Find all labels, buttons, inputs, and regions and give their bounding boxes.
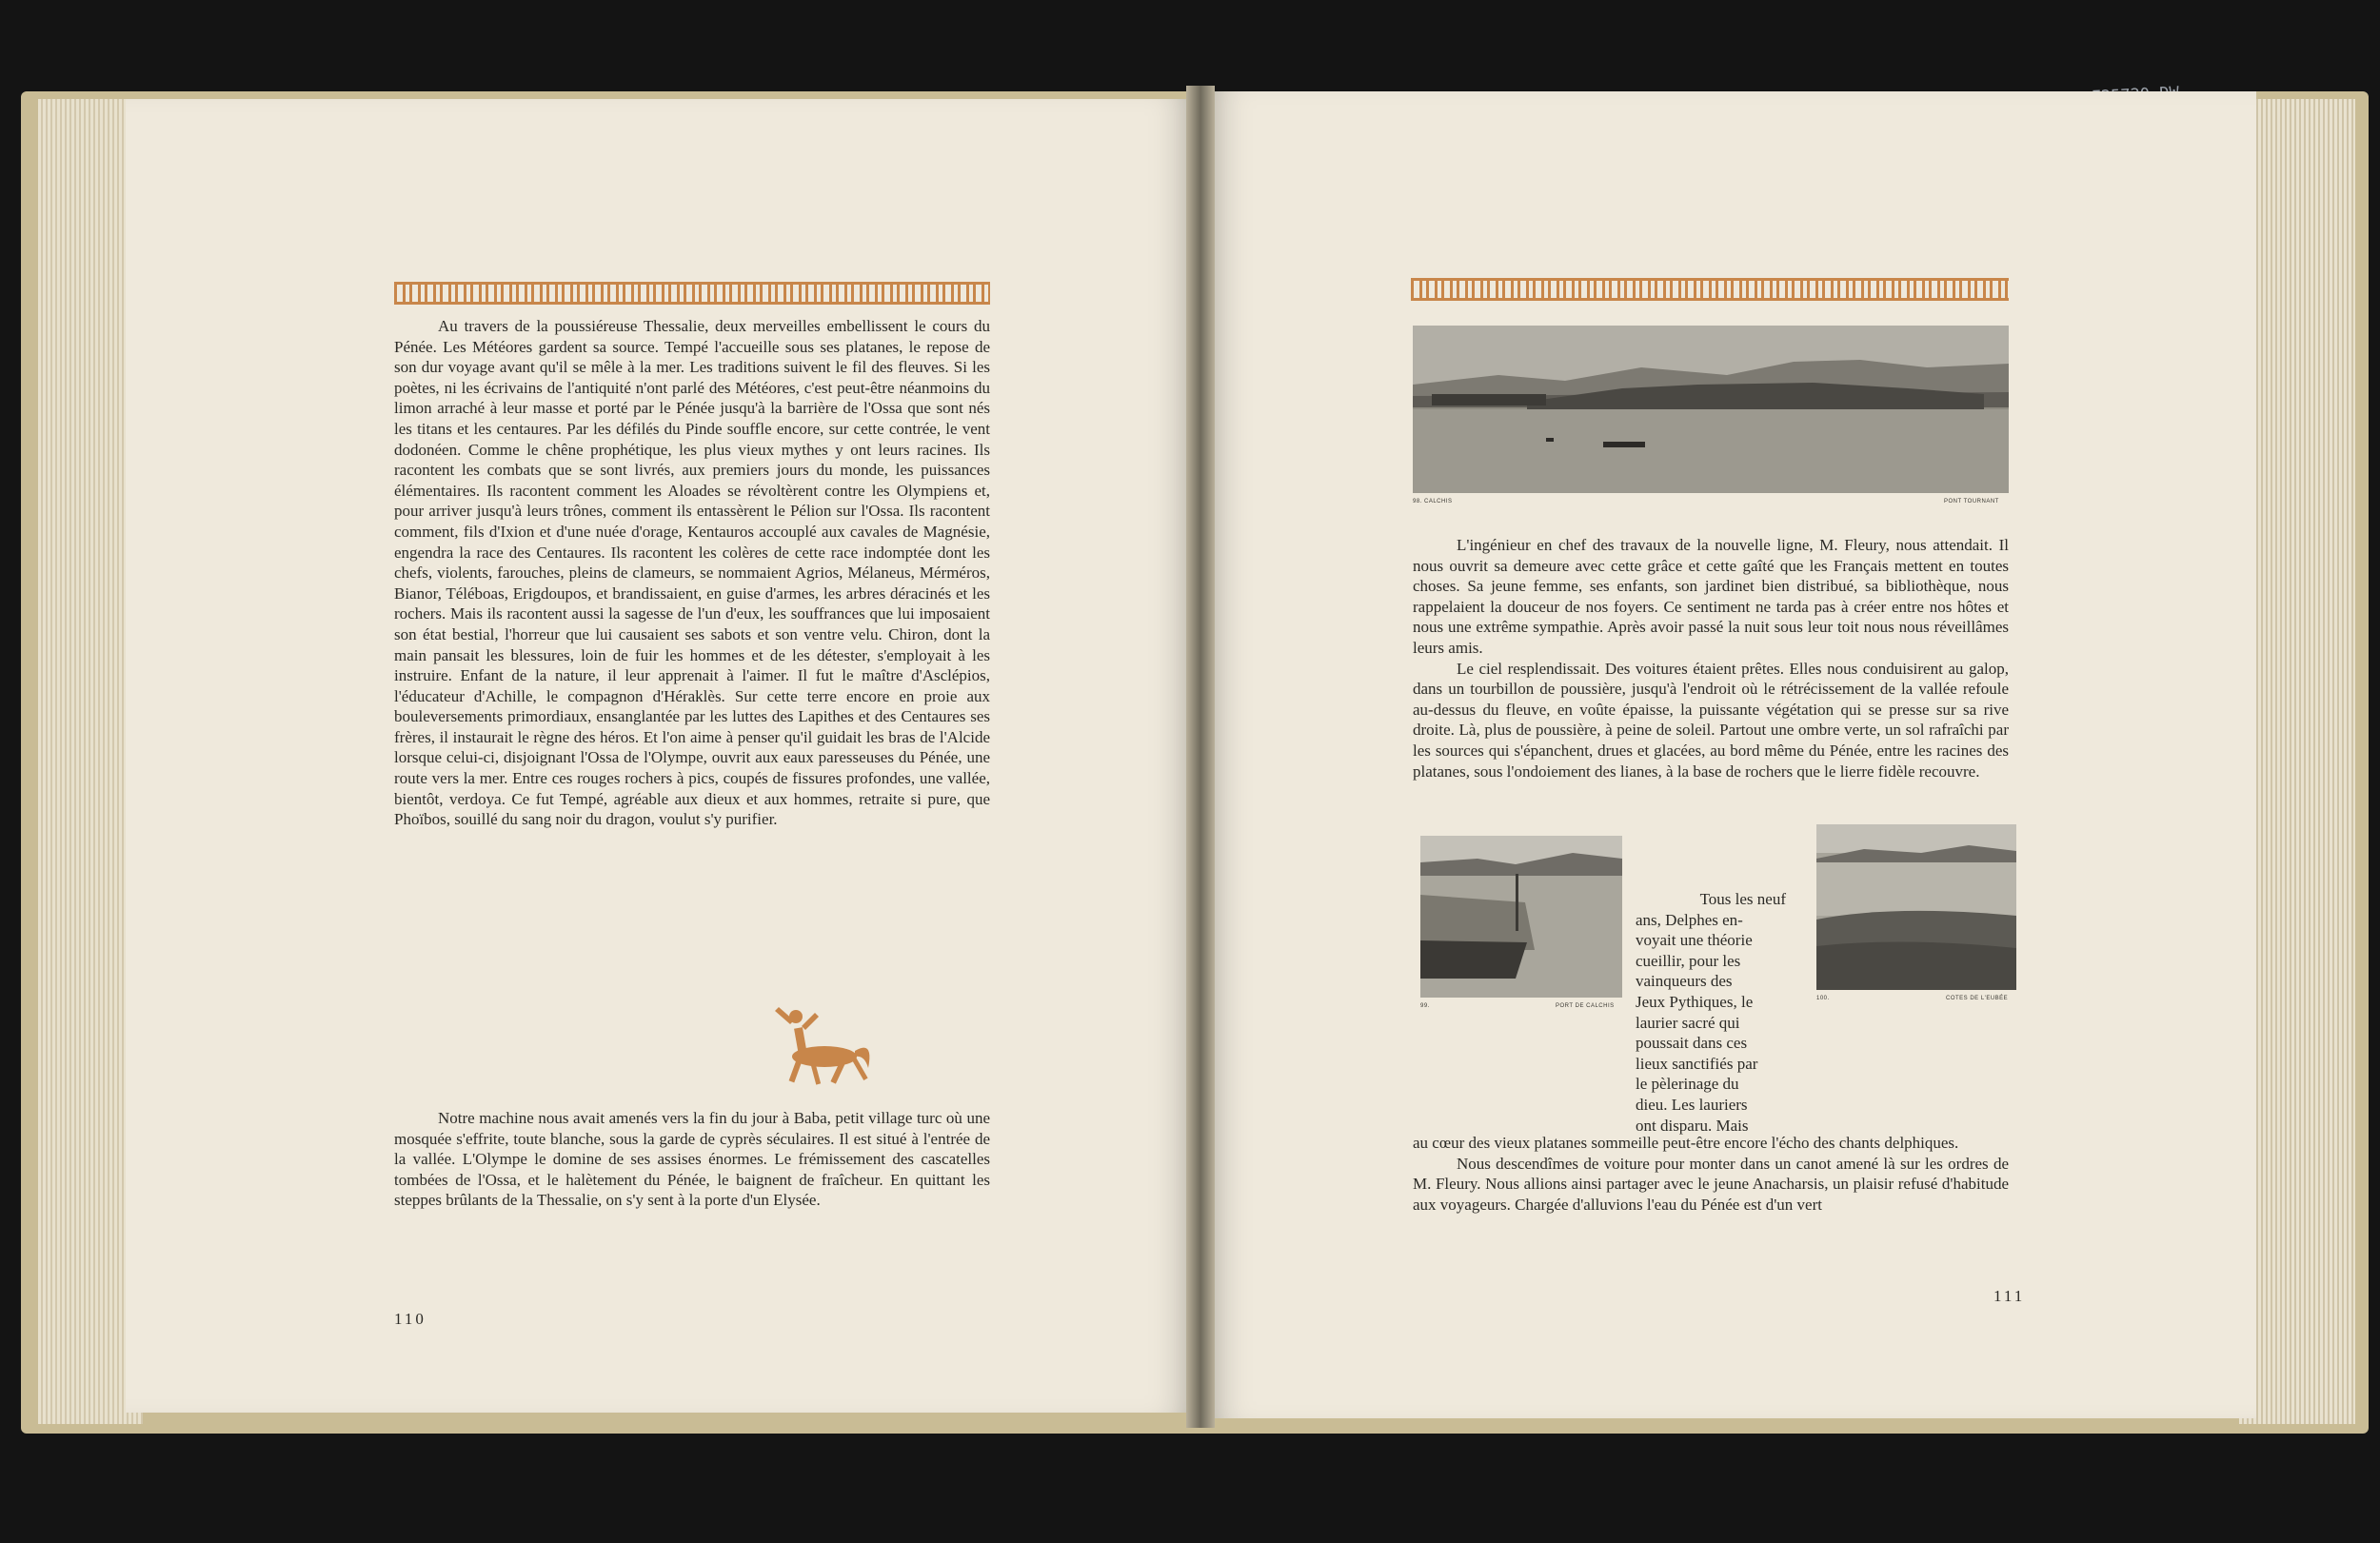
right-body-text [1413, 535, 2009, 781]
left-body-text-2 [394, 1108, 990, 1211]
page-number: 111 [1993, 1287, 2026, 1305]
right-body-text-2 [1413, 1133, 2009, 1215]
book-gutter [1186, 86, 1215, 1428]
photo-port-calchis [1420, 836, 1622, 998]
photo-euboea-coast [1816, 824, 2016, 990]
paragraph: Le ciel resplendissait. Des voitures étaient prêtes. Elles nous conduisirent au galop, dans un tourbillon de poussière, jusqu'à l'endroit où le rétrécissement de la vallée refoule au-dessus du fleuve, en voûte épaisse, la puissante végétation qui se presse sur sa rive droite. Là, plus de poussière, à peine de soleil. Partout une ombre verte, un sol rafraîchi par les sources qui s'épanchent, drues et glacées, au bord même du Pénée, entre les racines des platanes, sous l'ondoiement des lianes, à la base de rochers que le lierre fidèle recouvre. [1413, 659, 2009, 781]
centaur-icon [758, 1001, 882, 1097]
page-number: 110 [394, 1310, 426, 1328]
paragraph: Nous descendîmes de voiture pour monter dans un canot amené là sur les ordres de M. Fleury. Nous allions ainsi partager avec le jeune Anacharsis, un plaisir refusé d'habitude aux voyageurs. Chargée d'alluvions l'eau du Pénée est d'un vert [1413, 1154, 2009, 1214]
photo-number: 99. [1420, 1003, 1430, 1009]
left-page [126, 99, 1200, 1413]
photo-caption: PONT TOURNANT [1944, 499, 1999, 504]
paragraph: L'ingénieur en chef des travaux de la nouvelle ligne, M. Fleury, nous attendait. Il nous ouvrit sa demeure avec cette grâce et cette gaîté que les Français mettent en toutes choses. Sa jeune femme, ses enfants, son jardinet bien distribué, sa bibliothèque, nous rappelaient la douceur de nos foyers. Ce sentiment ne tarda pas à créer entre nos hôtes et nous une extrême sympathie. Après avoir passé la nuit sous leur toit nous nous réveillâmes leurs amis. [1413, 536, 2009, 657]
photo-number: 98. CALCHIS [1413, 499, 1453, 504]
paragraph: Notre machine nous avait amenés vers la fin du jour à Baba, petit village turc où une mosquée s'effrite, toute blanche, sous la garde de cyprès séculaires. Il est situé à l'entrée de la vallée. L'Olympe le domine de ses assises énormes. Le frémissement des cascatelles tombées de l'Ossa, et le halètement du Pénée, le baignent de fraîcheur. En quittant les steppes brûlants de la Thessalie, on s'y sent à la porte d'un Elysée. [394, 1109, 990, 1210]
paragraph: au cœur des vieux platanes sommeille peut-être encore l'écho des chants delphiques. [1413, 1134, 1959, 1152]
page-edges-right [2239, 99, 2355, 1424]
paragraph: Au travers de la poussiéreuse Thessalie, deux merveilles embellissent le cours du Pénée. Les Météores gardent sa source. Tempé l'accueille sous ses platanes, le repose de son dur voyage avant qu'il se mêle à la mer. Les traditions suivent le fil des fleuves. Si les poètes, ni les écrivains de l'antiquité n'ont parlé des Météores, c'est peut-être néanmoins du limon arraché à leur masse et porté par le Pénée jusqu'à la barrière de l'Ossa que sont nés les titans et les centaures. Par les défilés du Pinde souffle encore, sur cette contrée, le vent dodonéen. Comme le chêne prophétique, les plus vieux mythes y ont leurs racines. Ils racontent les combats que se sont livrés, aux premiers jours du monde, les puissances élémentaires. Ils racontent comment les Aloades se révoltèrent contre les Olympiens et, pour arriver jusqu'à leurs trônes, comment ils entassèrent le Pélion sur l'Ossa. Ils racontent comment, fils d'Ixion et d'une nuée d'orage, Kentauros accouplé aux cavales de Magnésie, engendra la race des Centaures. Ils racontent les colères de cette race indomptée dont les chefs, violents, farouches, pleins de clameurs, se nommaient Agrios, Mélaneus, Mérméros, Bianor, Téléboas, Erigdoupos, et brandissaient, en guise d'armes, les arbres déracinés et les rochers. Mais ils racontent aussi la sagesse de l'un d'eux, les souffrances que lui imposaient son état bestial, l'horreur que lui causaient ses sabots et son ventre velu. Chiron, dont la main pansait les blessures, loin de fuir les hommes et de les détester, s'employait à les instruire. Enfant de la nature, il leur apprenait à l'aimer. Il fut le maître d'Asclépios, l'éducateur d'Achille, le compagnon d'Héraklès. Sur cette terre encore en proie aux bouleversements primordiaux, ensanglantée par les luttes des Lapithes et des Centaures ses frères, il instaurait le règne des héros. Et l'on aime à penser qu'il guidait les bras de l'Alcide lorsque celui-ci, disjoignant l'Ossa de l'Olympe, ouvrit aux eaux paresseuses du Pénée, une route vers la mer. Entre ces rouges rochers à pics, coupés de fissures profondes, une vallée, bientôt, verdoya. Ce fut Tempé, agréable aux dieux et aux hommes, retraite si pure, que Phoïbos, souillé du sang noir du dragon, voulut s'y purifier. [394, 317, 990, 829]
photo-caption: COTES DE L'EUBÉE [1946, 996, 2009, 1001]
greek-key-border [1411, 278, 2009, 301]
photo-number: 100. [1816, 996, 1830, 1001]
greek-key-border [394, 282, 990, 305]
right-page [1201, 91, 2256, 1418]
wrapped-text-column: Tous les neuf ans, Delphes en- voyait une théorie cueillir, pour les vainqueurs des Jeux Pythiques, le laurier sacré qui poussait dans ces lieux sanctifiés par le pèlerinage du dieu. Les lauriers ont disparu. Mais [1636, 890, 1786, 1135]
left-body-text [394, 316, 990, 830]
photo-calchis-bridge [1413, 326, 2009, 493]
photo-caption: PORT DE CALCHIS [1556, 1003, 1615, 1009]
